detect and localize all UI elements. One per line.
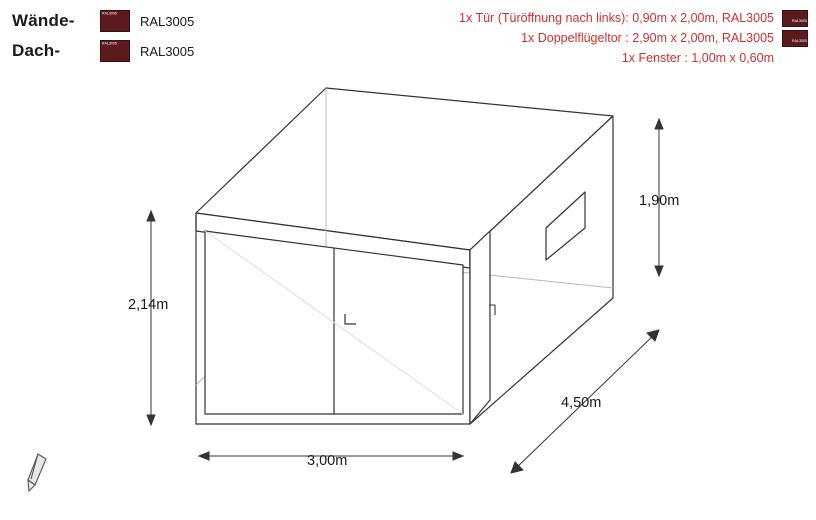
pencil-icon [26,452,54,494]
dimension-label-width: 3,00m [307,453,348,469]
spec-line-gate [338,28,808,48]
spec-swatch-door-text: RAL3005 [792,18,807,23]
specification-list [338,8,808,68]
dimension-label-height-left: 2,14m [128,297,169,313]
spec-text-window: 1x Fenster : 1,00m x 0,60m [621,51,774,65]
legend-row-roof [12,36,242,66]
legend-caption-roof: RAL3005 [140,43,195,59]
spec-swatch-gate-text: RAL3005 [792,38,807,43]
spec-line-door [338,8,808,28]
spec-text-gate: 1x Doppelflügeltor : 2,90m x 2,00m, RAL3005 [521,31,774,45]
legend-row-walls [12,6,242,36]
color-swatch-walls [100,10,130,32]
legend-label-roof: Dach- [12,41,61,60]
spec-line-window [338,48,808,68]
spec-swatch-gate [782,30,808,47]
color-swatch-roof-text: RAL3005 [101,41,117,46]
color-swatch-walls-text: RAL3005 [101,11,117,16]
spec-swatch-door [782,10,808,27]
legend-caption-walls: RAL3005 [140,13,195,29]
material-legend [12,6,242,66]
color-swatch-roof [100,40,130,62]
legend-label-walls: Wände- [12,11,75,30]
building-outline [196,88,613,424]
spec-text-door: 1x Tür (Türöffnung nach links): 0,90m x 2,00m, RAL3005 [459,11,774,25]
spec-swatch-window-placeholder [782,50,808,67]
dimension-label-depth: 4,50m [561,395,602,411]
dimension-label-height-right: 1,90m [639,193,680,209]
